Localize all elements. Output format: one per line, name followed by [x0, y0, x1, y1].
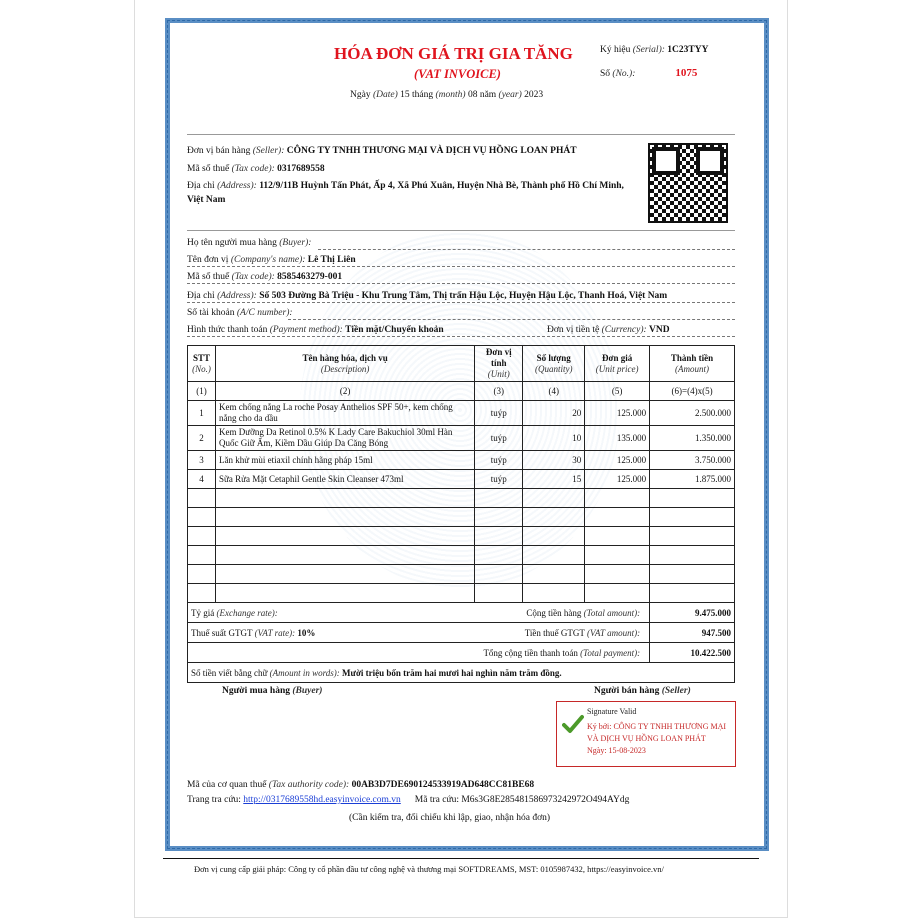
check-note: (Cần kiểm tra, đối chiếu khi lập, giao, nhận hóa đơn) — [349, 813, 551, 823]
digital-signature-box[interactable] — [556, 701, 736, 767]
footer-divider — [163, 858, 759, 859]
provider-info: Đơn vị cung cấp giải pháp: Công ty cổ phần đầu tư công nghệ và thương mại SOFTDREAMS, MST: 0105987432, https://easyinvoice.vn/ — [194, 864, 664, 874]
subtotal-row: Tỷ giá (Exchange rate): Cộng tiền hàng (Total amount): 9.475.000 — [188, 603, 735, 623]
dotted-line — [318, 249, 735, 250]
qr-code — [648, 143, 728, 223]
seller-address: Địa chỉ (Address): 112/9/11B Huỳnh Tấn Phát, Ấp 4, Xã Phú Xuân, Huyện Nhà Bè, Thành phố Hồ Chí Minh, — [187, 181, 624, 191]
buyer-tax: Mã số thuế (Tax code): 8585463279-001 — [187, 272, 343, 282]
buyer-account: Số tài khoản (A/C number): — [187, 308, 293, 318]
seller-name: Đơn vị bán hàng (Seller): CÔNG TY TNHH THƯƠNG MẠI VÀ DỊCH VỤ HỒNG LOAN PHÁT — [187, 146, 577, 156]
total-row: Tổng cộng tiền thanh toán (Total payment): 10.422.500 — [188, 643, 735, 663]
signed-date: Ngày: 15-08-2023 — [587, 746, 646, 755]
seller-address-2: Việt Nam — [187, 195, 226, 205]
buyer-company: Tên đơn vị (Company's name): Lê Thị Liên — [187, 255, 356, 265]
empty-row — [188, 489, 735, 508]
buyer-address: Địa chỉ (Address): Số 503 Đường Bà Triệu - Khu Trung Tâm, Thị trấn Hậu Lộc, Huyện Hậu Lộc, Thanh Hoá, Việt Nam — [187, 291, 668, 301]
table-row: 1 Kem chống nắng La roche Posay Anthelios SPF 50+, kem chống nắng cho da dầu tuýp 20 125.000 2.500.000 — [188, 401, 735, 426]
empty-row — [188, 546, 735, 565]
dotted-line — [187, 336, 735, 337]
table-row: 3 Lăn khử mùi etiaxil chính hãng pháp 15ml tuýp 30 125.000 3.750.000 — [188, 451, 735, 470]
empty-row — [188, 527, 735, 546]
checkmark-icon — [562, 714, 584, 734]
empty-row — [188, 565, 735, 584]
divider — [187, 134, 735, 135]
tax-authority-code: Mã của cơ quan thuế (Tax authority code): 00AB3D7DE690124533919AD648CC81BE68 — [187, 780, 535, 790]
table-row: 4 Sữa Rửa Mặt Cetaphil Gentle Skin Cleanser 473ml tuýp 15 125.000 1.875.000 — [188, 470, 735, 489]
amount-words-row: Số tiền viết bằng chữ (Amount in words): Mười triệu bốn trăm hai mươi hai nghìn năm trăm đồng. — [188, 663, 735, 683]
invoice-number: Số (No.): 1075 — [600, 67, 698, 79]
buyer-signature-label: Người mua hàng (Buyer) — [222, 686, 323, 696]
divider — [187, 230, 735, 231]
items-table — [187, 345, 735, 683]
signed-by: Ký bởi: CÔNG TY TNHH THƯƠNG MẠI VÀ DỊCH VỤ HỒNG LOAN PHÁT — [587, 722, 727, 743]
seller-tax: Mã số thuế (Tax code): 0317689558 — [187, 164, 325, 174]
table-header: STT (No.) Tên hàng hóa, dịch vụ (Description) Đơn vị tính (Unit) Số lượng (Quantity) Đơn giá (Unit price) Thành tiền (Amount) — [188, 346, 735, 382]
dotted-line — [187, 302, 735, 303]
serial: Ký hiệu (Serial): 1C23TYY — [600, 45, 709, 55]
dotted-line — [288, 319, 735, 320]
empty-row — [188, 584, 735, 603]
seller-signature-label: Người bán hàng (Seller) — [594, 686, 691, 696]
buyer-name: Họ tên người mua hàng (Buyer): — [187, 238, 312, 248]
signature-valid: Signature Valid — [587, 707, 637, 716]
invoice-title: HÓA ĐƠN GIÁ TRỊ GIA TĂNG — [334, 44, 573, 63]
invoice-subtitle: (VAT INVOICE) — [414, 67, 501, 81]
payment-method: Hình thức thanh toán (Payment method): Tiền mặt/Chuyển khoản — [187, 325, 444, 335]
table-row: 2 Kem Dưỡng Da Retinol 0.5% K Lady Care Bakuchiol 30ml Hàn Quốc Giữ Ẩm, Kiềm Dầu Giúp Da Căng Bóng tuýp 10 135.000 1.350.000 — [188, 426, 735, 451]
vat-row: Thuế suất GTGT (VAT rate): 10% Tiền thuế GTGT (VAT amount): 947.500 — [188, 623, 735, 643]
invoice-date: Ngày (Date) 15 tháng (month) 08 năm (year) 2023 — [350, 90, 544, 100]
empty-row — [188, 508, 735, 527]
dotted-line — [187, 283, 735, 284]
lookup-line: Trang tra cứu: http://0317689558hd.easyinvoice.com.vn Mã tra cứu: M6s3G8E285481586973242972O494AYdg — [187, 795, 630, 805]
index-row: (1) (2) (3) (4) (5) (6)=(4)x(5) — [188, 382, 735, 401]
currency: Đơn vị tiền tệ (Currency): VND — [547, 325, 670, 335]
dotted-line — [187, 266, 735, 267]
lookup-link[interactable]: http://0317689558hd.easyinvoice.com.vn — [243, 795, 401, 805]
